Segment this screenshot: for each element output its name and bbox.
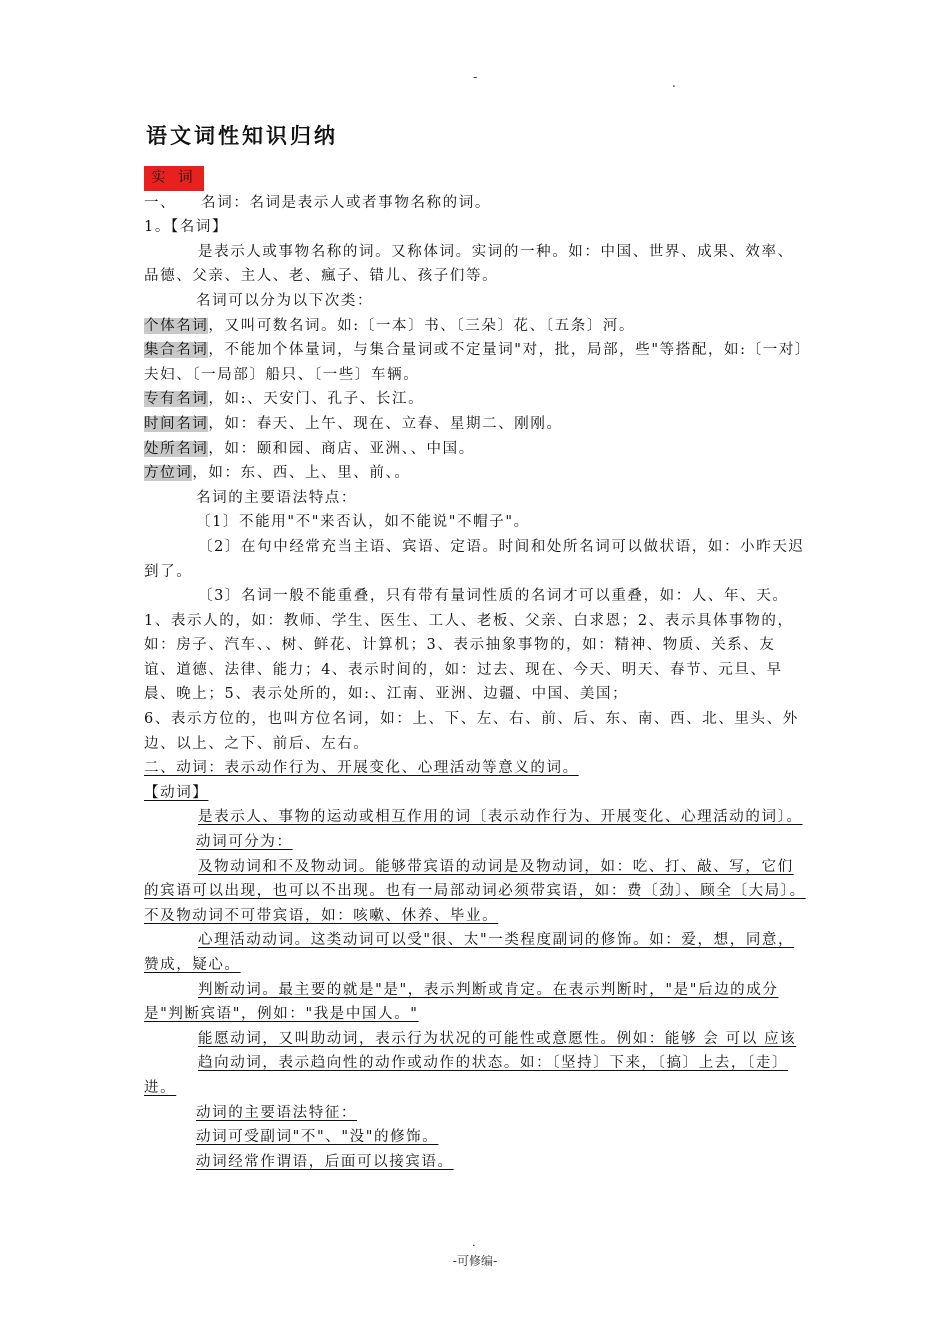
term-highlight: 处所名词 <box>144 440 209 457</box>
noun-rule-2: 〔2〕在句中经常充当主语、宾语、定语。时间和处所名词可以做状语，如：小昨天迟到了。 <box>144 538 805 580</box>
paragraph-verb-definition: 是表示人、事物的运动或相互作用的词〔表示动作行为、开展变化、心理活动的词〕。 <box>198 809 803 826</box>
noun-rule-1: 〔1〕不能用"不"来否认，如不能说"不帽子"。 <box>196 514 530 531</box>
document-body <box>144 166 806 1174</box>
noun-class-proper: 专有名词，如:、天安门、孔子、长江。 <box>144 391 425 408</box>
noun-class-direction: 方位词，如：东、西、上、里、前、。 <box>144 465 411 482</box>
noun-class-collective: 集合名词，不能加个体量词，与集合量词或不定量词"对，批，局部，些"等搭配，如:〔一对〕夫妇、〔一局部〕船只、〔一些〕车辆。 <box>144 342 804 383</box>
term-highlight: 专有名词 <box>144 391 209 408</box>
heading-verb: 二、动词：表示动作行为、开展变化、心理活动等意义的词。 <box>144 760 579 777</box>
paragraph-verb-grammar: 动词的主要语法特征： <box>196 1104 357 1121</box>
subheading-noun: 1。【名词】 <box>144 219 229 236</box>
page-footer: -可修编- <box>452 1254 498 1268</box>
noun-class-time: 时间名词，如：春天、上午、现在、立春、星期二、刚刚。 <box>144 415 563 432</box>
heading-noun: 一、 名词：名词是表示人或者事物名称的词。 <box>144 194 491 211</box>
term-highlight: 个体名词 <box>144 317 209 334</box>
page-title: 语文词性知识归纳 <box>146 123 338 148</box>
term-highlight: 方位词 <box>144 465 193 482</box>
term-highlight: 时间名词 <box>144 415 209 432</box>
verb-type-directional: 趋向动词，表示趋向性的动作或动作的状态。如：〔坚持〕下来，〔搞〕上去，〔走〕进。 <box>144 1055 789 1096</box>
paragraph-noun-grammar: 名词的主要语法特点： <box>196 489 357 506</box>
section-tag-shici: 实 词 <box>144 166 204 191</box>
noun-class-individual: 个体名词，又叫可数名词。如:〔一本〕书、〔三朵〕花、〔五条〕河。 <box>144 317 636 334</box>
term-highlight: 集合名词 <box>144 342 209 359</box>
paragraph-noun-definition: 是表示人或事物名称的词。又称体词。实词的一种。如：中国、世界、成果、效率、品德、父亲、主人、老、瘋子、错儿、孩子们等。 <box>144 243 794 285</box>
noun-examples-6: 6、表示方位的，也叫方位名词，如：上、下、左、右、前、后、东、南、西、北、里头、外边、以上、之下、前后、左右。 <box>144 711 799 752</box>
paragraph-verb-types: 动词可分为： <box>196 834 293 851</box>
verb-type-transitive: 及物动词和不及物动词。能够带宾语的动词是及物动词，如：吃、打、敲、写，它们的宾语可以出现，也可以不出现。也有一局部动词必须带宾语，如：费〔劲〕、顾全〔大局〕。不及物动词不可带宾语，如：咳嗽、休养、毕业。 <box>144 858 806 924</box>
header-mark-right: . <box>672 76 676 90</box>
verb-type-psych: 心理活动动词。这类动词可以受"很、太"一类程度副词的修饰。如：爱，想，同意，赞成，疑心。 <box>144 932 795 973</box>
verb-rule-2: 动词经常作谓语，后面可以接宾语。 <box>196 1153 454 1170</box>
paragraph-noun-subclasses: 名词可以分为以下次类： <box>196 292 374 309</box>
header-mark-left: - <box>473 70 478 84</box>
noun-class-place: 处所名词，如：颐和园、商店、亚洲、、中国。 <box>144 440 475 457</box>
noun-examples-1-5: 1、表示人的，如：教师、学生、医生、工人、老板、父亲、白求恩；2、表示具体事物的，如：房子、汽车、、树、鲜花、计算机；3、表示抽象事物的，如：精神、物质、关系、友谊、道德、法律、能力；4、表示时间的，如：过去、现在、今天、明天、春节、元旦、早晨、晚上；5、表示处所的，如:、江南、亚洲、边疆、中国、美国； <box>144 612 794 703</box>
noun-rule-3: 〔3〕名词一般不能重叠，只有带有量词性质的名词才可以重叠，如：人、年、天。 <box>198 588 789 605</box>
verb-type-judgment: 判断动词。最主要的就是"是"，表示判断或肯定。在表示判断时，"是"后边的成分是"判断宾语"，例如："我是中国人。" <box>144 981 779 1023</box>
subheading-verb: 【动词】 <box>144 784 209 801</box>
verb-type-modal: 能愿动词，又叫助动词，表示行为状况的可能性或意愿性。例如：能够 会 可以 应该 <box>198 1030 797 1047</box>
verb-rule-1: 动词可受副词"不"、"没"的修饰。 <box>196 1129 439 1146</box>
footer-mark: . <box>472 1236 476 1249</box>
